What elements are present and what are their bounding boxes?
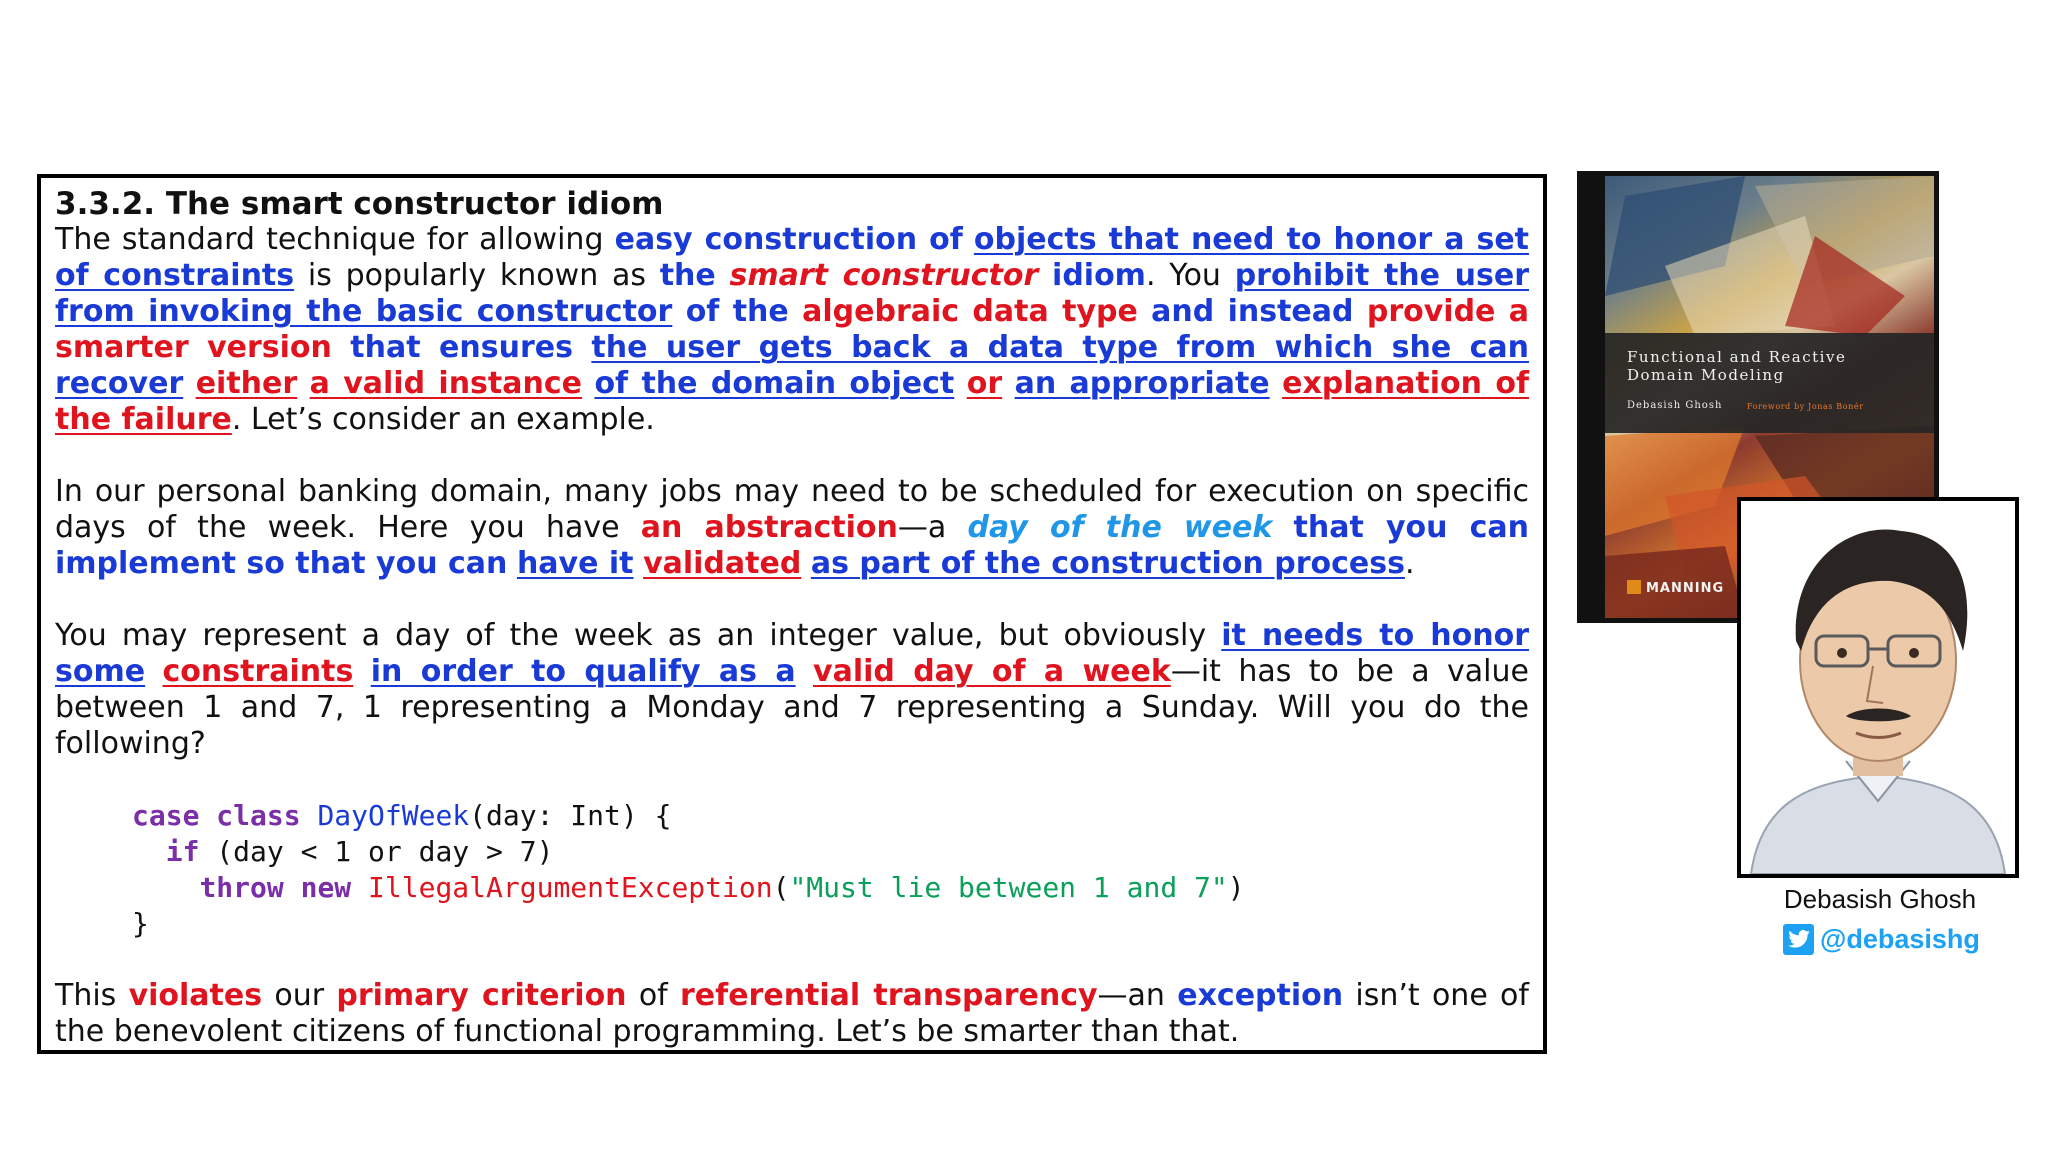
publisher-logo: MANNING (1627, 580, 1724, 596)
twitter-handle[interactable]: @debasishg (1820, 923, 1980, 954)
paragraph-gap (55, 762, 1529, 798)
paragraph-gap (55, 942, 1529, 978)
book-title-band (1605, 333, 1934, 433)
author-portrait-illustration (1741, 501, 2015, 874)
paragraph-day-of-week: In our personal banking domain, many jobs may need to be scheduled for execution on specific days of the week. Here you have an abstraction—a day of the week that you can implement so that you can have it validated as part of the construction process. (55, 474, 1529, 581)
paragraph-smart-constructor: The standard technique for allowing easy construction of objects that need to honor a set of constraints is popularly known as the smart constructor idiom. You prohibit the user from invoking the basic constructor of the algebraic data type and instead provide a smarter version that ensures the user gets back a data type from which she can recover either a valid instance of the domain object or an appropriate explanation of the failure. Let’s consider an example. (55, 222, 1530, 437)
book-title: Functional and Reactive Domain Modeling (1627, 348, 1847, 384)
book-excerpt-box (37, 174, 1547, 1054)
book-foreword: Foreword by Jonas Bonér (1747, 402, 1864, 411)
twitter-handle-link[interactable] (1783, 922, 1980, 956)
paragraph-integer-value: You may represent a day of the week as an integer value, but obviously it needs to honor some constraints in order to qualify as a valid day of a week—it has to be a value between 1 and 7, 1 representing a Monday and 7 representing a Sunday. Will you do the following? (55, 618, 1530, 761)
section-heading: 3.3.2. The smart constructor idiom (55, 186, 664, 222)
code-line-2: if (day < 1 or day > 7) (165, 835, 554, 868)
code-line-3: throw new IllegalArgumentException("Must lie between 1 and 7") (199, 871, 1245, 904)
paragraph-gap (55, 582, 1529, 618)
code-block (55, 798, 1529, 942)
code-line-4: } (132, 907, 149, 940)
book-author: Debasish Ghosh (1627, 400, 1723, 411)
manning-logo-icon (1627, 580, 1641, 594)
paragraph-gap (55, 438, 1529, 474)
author-portrait (1737, 497, 2019, 878)
code-line-1: case class DayOfWeek(day: Int) { (132, 799, 672, 832)
twitter-icon (1783, 924, 1814, 955)
author-name: Debasish Ghosh (1783, 884, 1977, 914)
paragraph-referential-transparency: This violates our primary criterion of referential transparency—an exception isn’t one of the benevolent citizens of functional programming. Let’s be smarter than that. (55, 978, 1529, 1049)
